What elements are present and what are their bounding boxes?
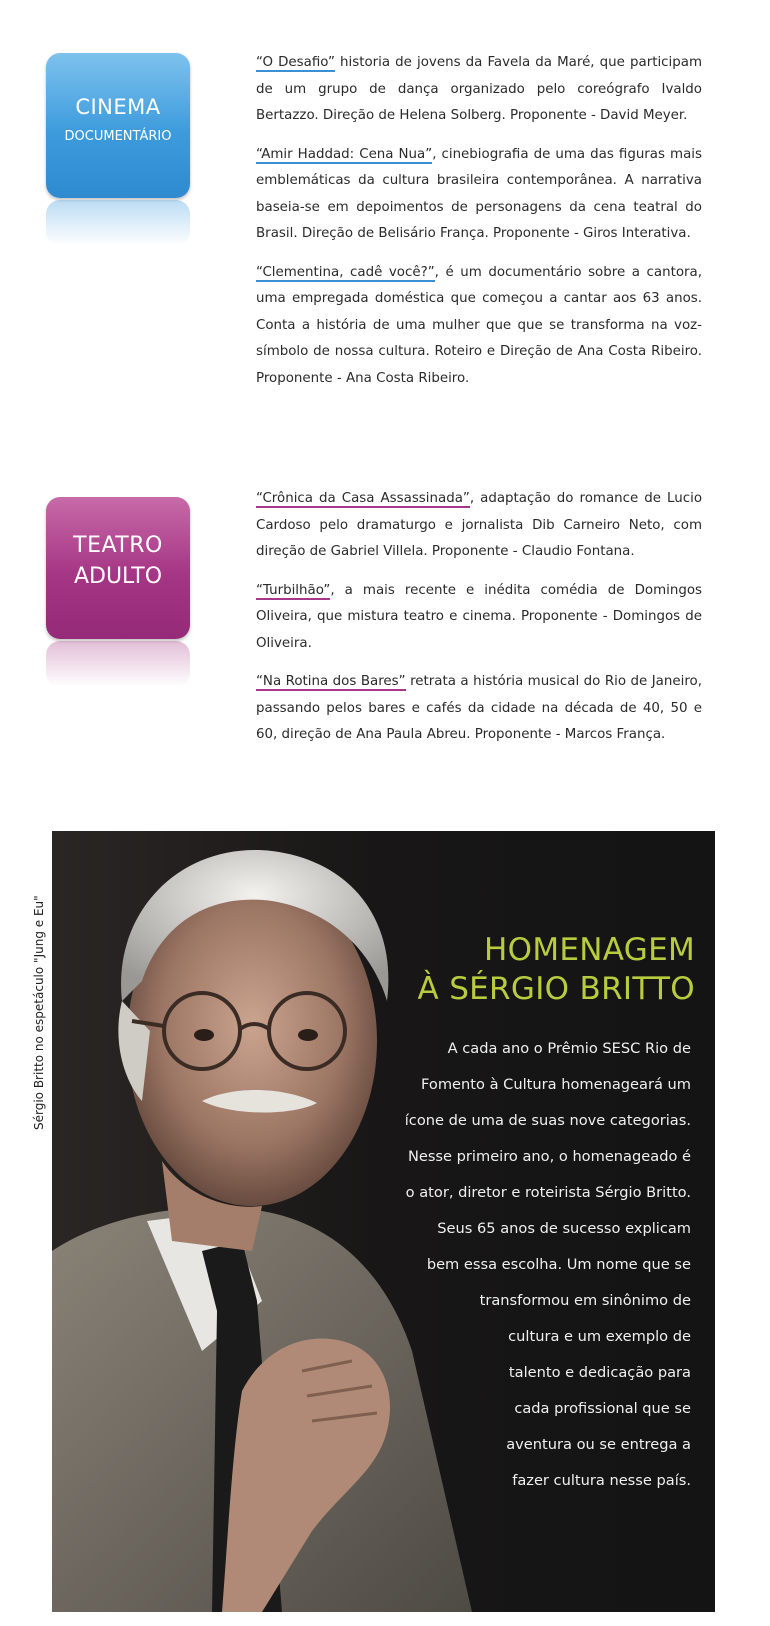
- badge-label-line2: ADULTO: [73, 564, 163, 589]
- teatro-entries: [256, 486, 702, 761]
- teatro-entry: [256, 578, 702, 658]
- homenagem-line: fazer cultura nesse país.: [512, 1472, 691, 1489]
- entry-text: , a mais recente e inédita comédia de Domingos Oliveira, que mistura teatro e cinema. Proponente - Domingos de Oliveira.: [256, 582, 702, 651]
- photo-caption-text: Sérgio Britto no espetáculo "Jung e Eu": [32, 895, 46, 1130]
- cinema-entries: [256, 50, 702, 404]
- homenagem-title-line2: À SÉRGIO BRITTO: [417, 971, 695, 1007]
- entry-text: , adaptação do romance de Lucio Cardoso pelo dramaturgo e jornalista Dib Carneiro Neto, com direção de Gabriel Villela. Proponente - Claudio Fontana.: [256, 491, 703, 559]
- entry-text: , cinebiografia de uma das figuras mais emblemáticas da cultura brasileira contemporânea. A narrativa baseia-se em depoimentos de personagens da cena teatral do Brasil. Direção de Belisário França. Proponente - Giros Interativa.: [256, 146, 702, 241]
- entry-text: retrata a história musical do Rio de Janeiro, passando pelos bares e cafés da cidade na década de 40, 50 e 60, direção de Ana Paula Abreu. Proponente - Marcos França.: [256, 674, 702, 742]
- badge-reflection: [46, 200, 190, 246]
- homenagem-line: aventura ou se entrega a: [506, 1436, 691, 1453]
- entry-title: “Na Rotina dos Bares”: [256, 674, 406, 689]
- cinema-entry: [256, 142, 702, 248]
- teatro-entry: [256, 486, 702, 566]
- homenagem-title: [418, 931, 695, 1009]
- homenagem-line: Nesse primeiro ano, o homenageado é: [407, 1148, 691, 1165]
- entry-title: “Turbilhão”: [256, 582, 331, 598]
- teatro-entry: [256, 669, 702, 749]
- homenagem-title-line1: HOMENAGEM: [484, 932, 695, 968]
- entry-title: “O Desafio”: [256, 55, 335, 70]
- homenagem-line: talento e dedicação para: [508, 1364, 691, 1381]
- photo-caption: [8, 830, 46, 1130]
- homenagem-line: Fomento à Cultura homenageará um: [421, 1076, 691, 1093]
- badge-label-line1: TEATRO: [73, 533, 163, 558]
- homenagem-line: cada profissional que se: [514, 1400, 691, 1417]
- category-badge-cinema: [46, 53, 190, 198]
- entry-title: “Amir Haddad: Cena Nua”: [256, 146, 433, 162]
- homenagem-line: bem essa escolha. Um nome que se: [426, 1256, 691, 1273]
- homenagem-line: cultura e um exemplo de: [508, 1328, 691, 1345]
- homenagem-line: Seus 65 anos de sucesso explicam: [437, 1220, 691, 1237]
- cinema-entry: [256, 50, 702, 130]
- category-badge-teatro: [46, 497, 190, 639]
- homenagem-line: o ator, diretor e roteirista Sérgio Britto.: [405, 1184, 691, 1201]
- entry-text: , é um documentário sobre a cantora, uma empregada doméstica que começou a cantar aos 63 anos. Conta a história de uma mulher que que se transforma na voz-símbolo de nossa cultura. Roteiro e Direção de Ana Costa Ribeiro. Proponente - Ana Costa Ribeiro.: [256, 264, 702, 386]
- homenagem-line: A cada ano o Prêmio SESC Rio de: [447, 1040, 691, 1057]
- cinema-entry: [256, 260, 702, 393]
- homenagem-panel: [52, 831, 715, 1612]
- homenagem-line: transformou em sinônimo de: [479, 1292, 691, 1309]
- badge-label-line1: CINEMA: [75, 95, 161, 119]
- badge-reflection: [46, 641, 190, 687]
- homenagem-line: ícone de uma de suas nove categorias.: [404, 1112, 691, 1129]
- badge-label-line2: DOCUMENTÁRIO: [64, 129, 172, 144]
- entry-title: “Clementina, cadê você?”: [256, 264, 435, 280]
- entry-text: historia de jovens da Favela da Maré, que participam de um grupo de dança organizado pelo coreógrafo Ivaldo Bertazzo. Direção de Helena Solberg. Proponente - David Meyer.: [256, 55, 702, 123]
- entry-title: “Crônica da Casa Assassinada”: [256, 491, 470, 506]
- homenagem-body: [361, 1031, 691, 1499]
